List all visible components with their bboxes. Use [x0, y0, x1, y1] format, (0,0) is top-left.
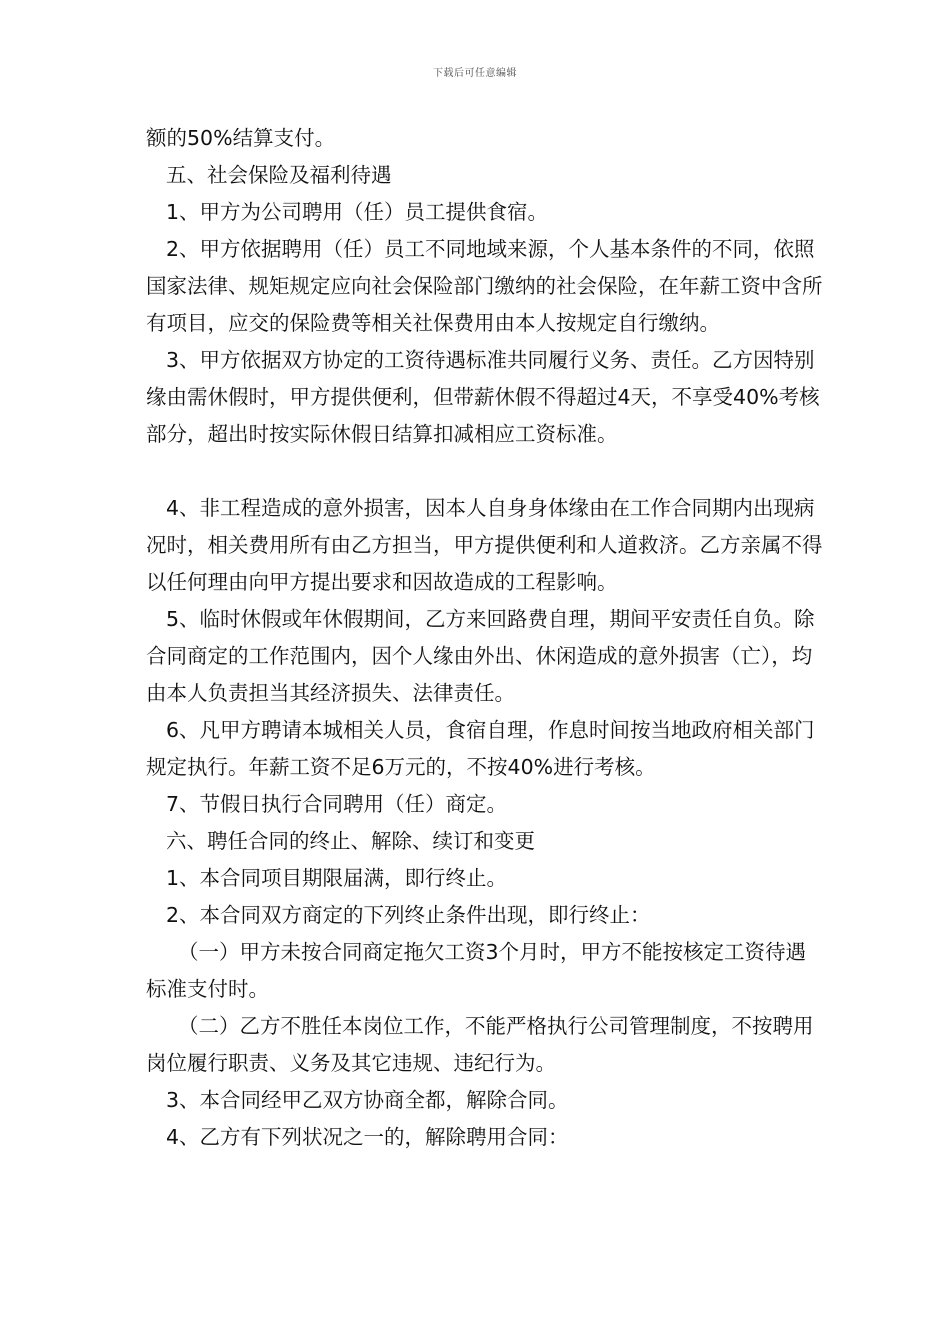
page-header: 下载后可任意编辑 — [433, 68, 517, 79]
clause-5-2: 2、甲方依据聘用（任）员工不同地域来源，个人基本条件的不同，依照国家法律、规矩规定应向社会保险部门缴纳的社会保险，在年薪工资中含所有项目，应交的保险费等相关社保费用由本人按规定自行缴纳。 — [146, 237, 823, 335]
clause-6-2-item-2: （二）乙方不胜任本岗位工作，不能严格执行公司管理制度，不按聘用岗位履行职责、义务及其它违规、违纪行为。 — [146, 1014, 814, 1075]
paragraph-payment-tail: 额的50%结算支付。 — [146, 126, 336, 150]
section-heading-termination: 六、聘任合同的终止、解除、续订和变更 — [166, 829, 535, 853]
clause-6-2-item-1: （一）甲方未按合同商定拖欠工资3个月时，甲方不能按核定工资待遇标准支付时。 — [146, 940, 807, 1001]
blank-line — [146, 453, 826, 490]
clause-5-4: 4、非工程造成的意外损害，因本人自身身体缘由在工作合同期内出现病况时，相关费用所有由乙方担当，甲方提供便利和人道救济。乙方亲属不得以任何理由向甲方提出要求和因故造成的工程影响。 — [146, 496, 823, 594]
section-heading-social-insurance: 五、社会保险及福利待遇 — [166, 163, 392, 187]
clause-6-3: 3、本合同经甲乙双方协商全都，解除合同。 — [166, 1088, 569, 1112]
clause-5-7: 7、节假日执行合同聘用（任）商定。 — [166, 792, 508, 816]
clause-6-4: 4、乙方有下列状况之一的，解除聘用合同： — [166, 1125, 569, 1149]
document-body — [146, 120, 826, 1156]
clause-5-6: 6、凡甲方聘请本城相关人员，食宿自理，作息时间按当地政府相关部门规定执行。年薪工资不足6万元的，不按40%进行考核。 — [146, 718, 815, 779]
clause-6-2: 2、本合同双方商定的下列终止条件出现，即行终止： — [166, 903, 651, 927]
clause-5-5: 5、临时休假或年休假期间，乙方来回路费自理，期间平安责任自负。除合同商定的工作范围内，因个人缘由外出、休闲造成的意外损害（亡），均由本人负责担当其经济损失、法律责任。 — [146, 607, 815, 705]
clause-6-1: 1、本合同项目期限届满，即行终止。 — [166, 866, 508, 890]
clause-5-3: 3、甲方依据双方协定的工资待遇标准共同履行义务、责任。乙方因特别缘由需休假时，甲方提供便利，但带薪休假不得超过4天，不享受40%考核部分，超出时按实际休假日结算扣减相应工资标准。 — [146, 348, 820, 446]
clause-5-1: 1、甲方为公司聘用（任）员工提供食宿。 — [166, 200, 549, 224]
